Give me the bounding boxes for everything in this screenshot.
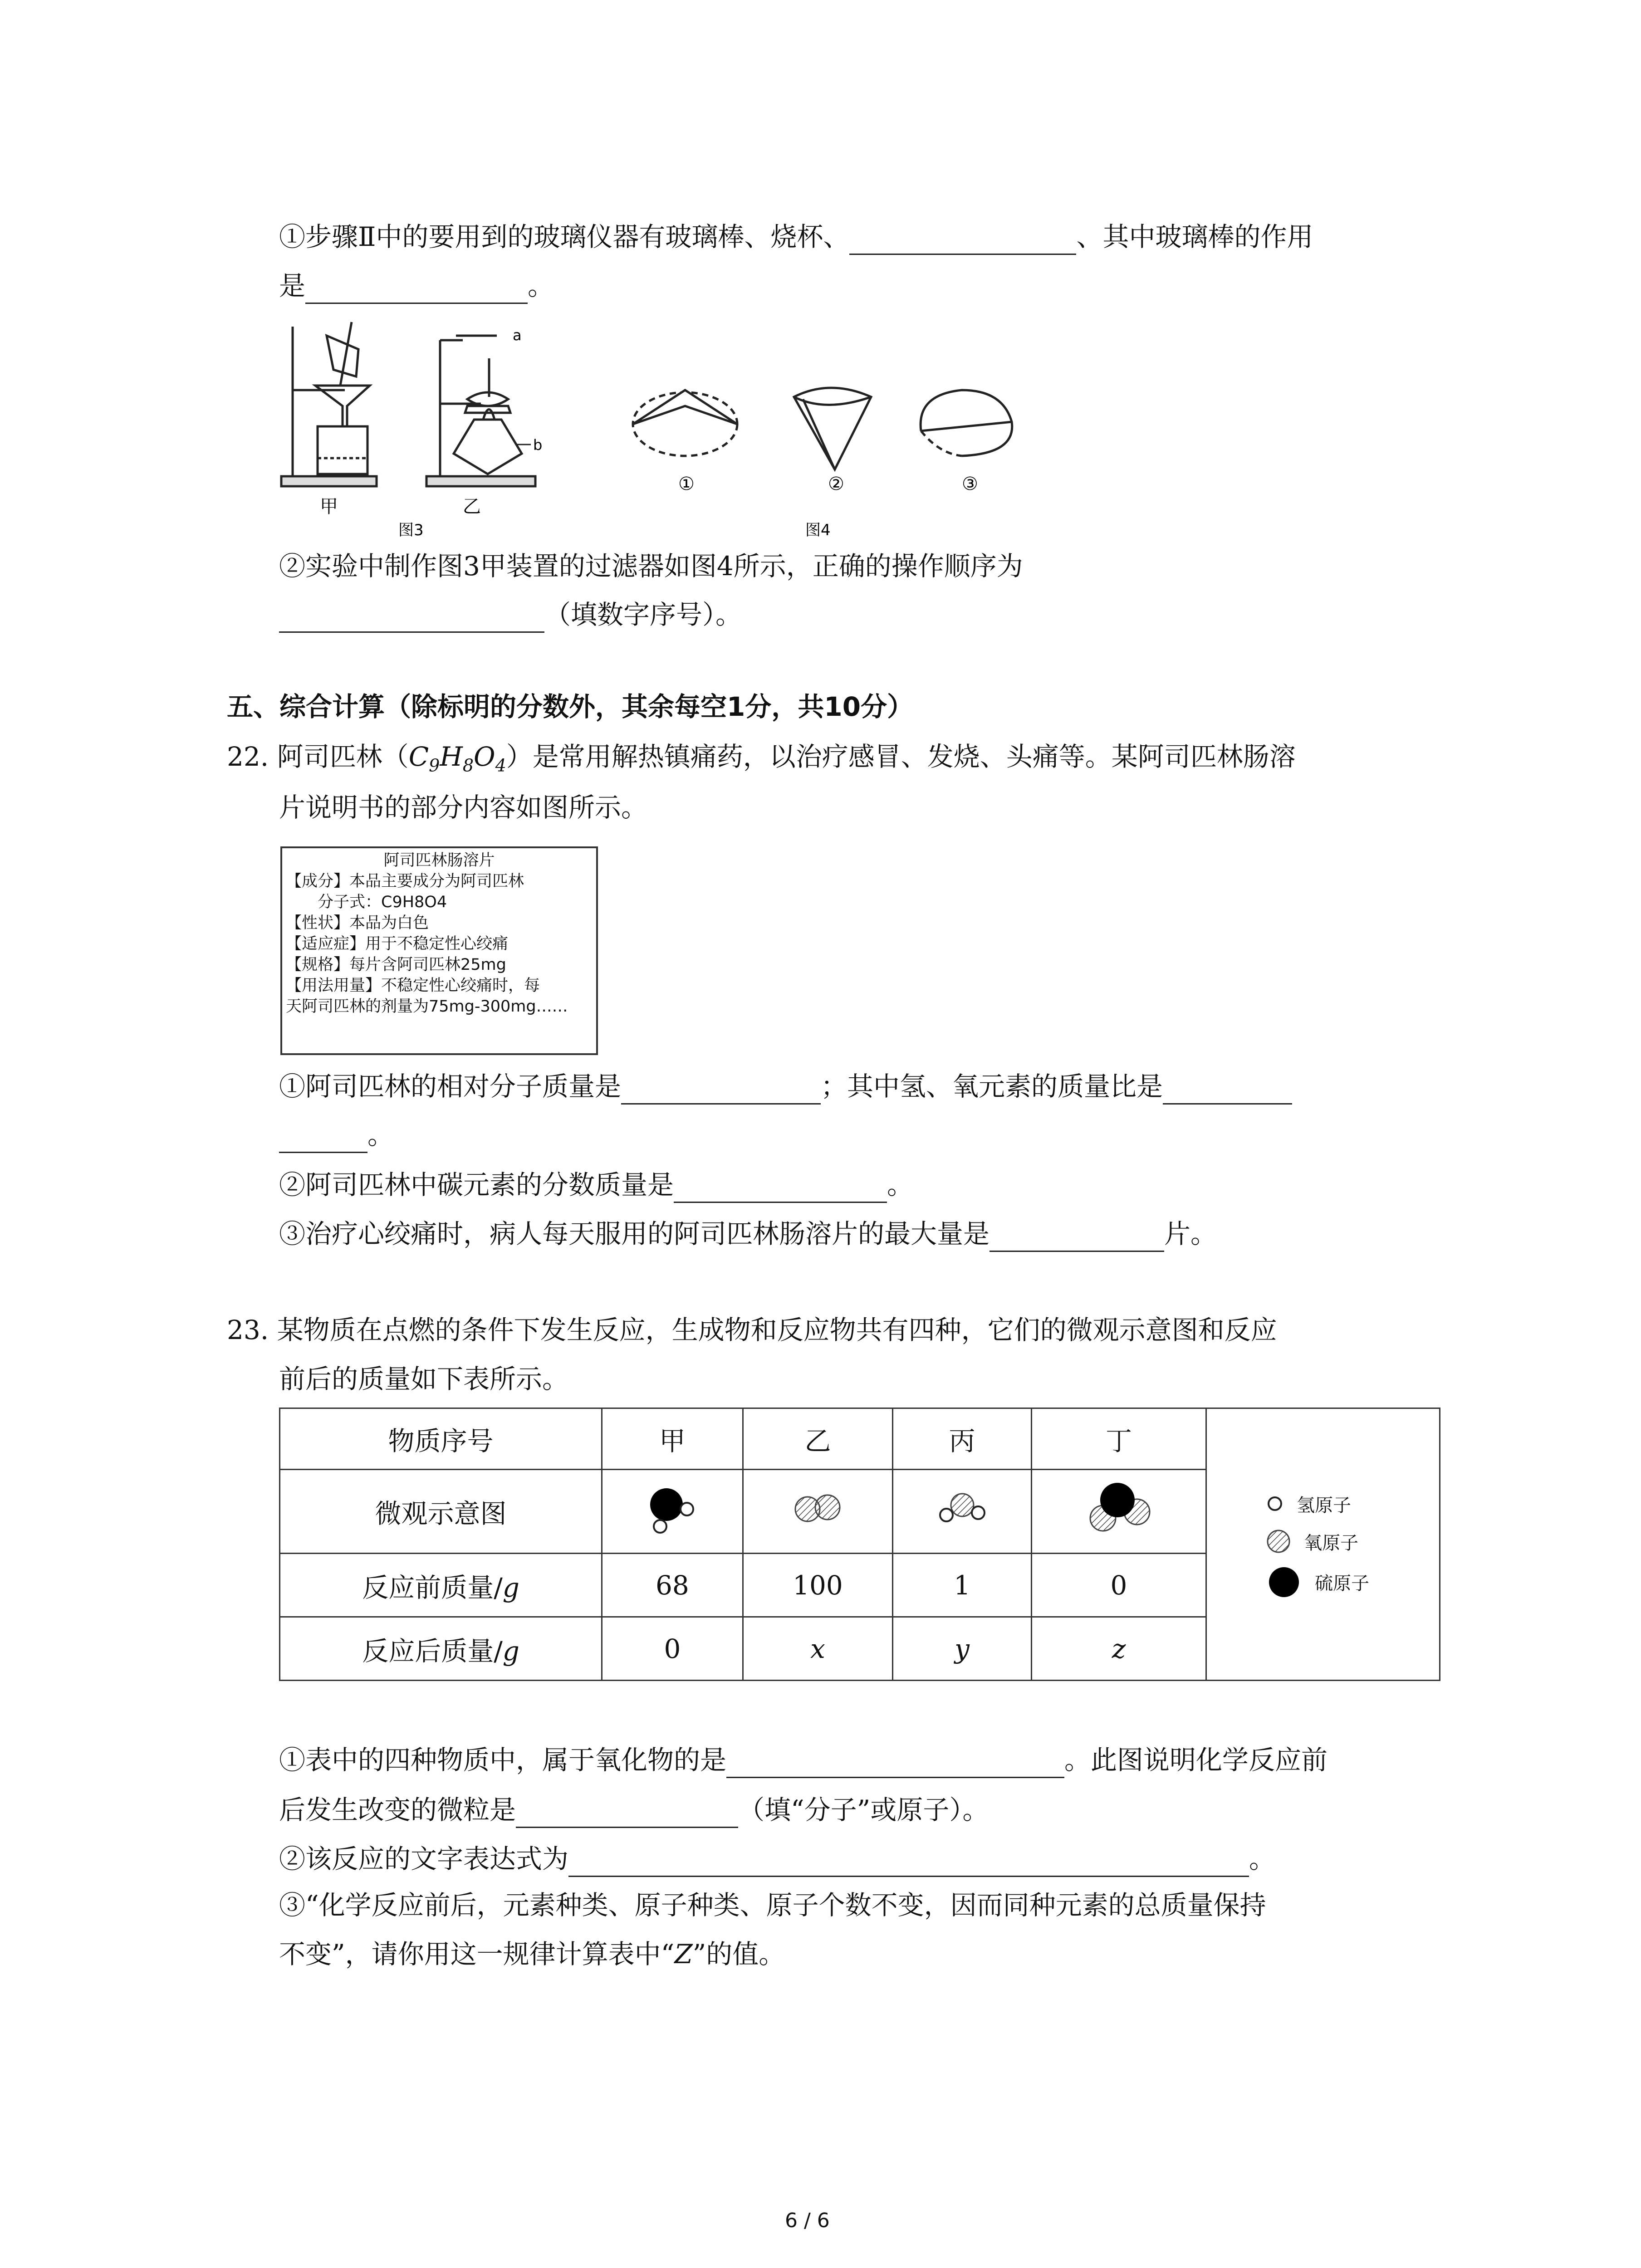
q23-part1-line1: [279, 1742, 1327, 1778]
q23-line1: 23. 某物质在点燃的条件下发生反应，生成物和反应物共有四种，它们的微观示意图和反应: [227, 1315, 1277, 1345]
drug-label-title: 阿司匹林肠溶片: [383, 851, 495, 870]
drug-label-line: 【适应症】用于不稳定性心绞痛: [286, 935, 509, 953]
q21-part1-text-c: 是: [279, 270, 306, 301]
row-header-diagram: 微观示意图: [280, 1470, 602, 1554]
section-heading: 五、综合计算（除标明的分数外，其余每空1分，共10分）: [227, 691, 914, 722]
q22-part3-text: ③治疗心绞痛时，病人每天服用的阿司匹林肠溶片的最大量是: [279, 1218, 990, 1249]
q23-part1-line2: [279, 1792, 989, 1828]
q22-part1-end: 。: [367, 1119, 394, 1150]
folded-filter-paper-1-icon: [633, 390, 737, 456]
drug-label-line: 【性状】本品为白色: [286, 914, 429, 932]
after-ding: z: [1031, 1617, 1206, 1681]
q21-part1-line2: [279, 268, 554, 304]
drug-label-line: 【规格】每片含阿司匹林25mg: [286, 956, 506, 974]
q22-formula: $C_9H_8O_4$: [408, 741, 506, 776]
q23-part2-text: ②该反应的文字表达式为: [279, 1843, 569, 1874]
fig3-caption: 图3: [398, 521, 424, 539]
oxygen-atom-icon: [1266, 1529, 1291, 1554]
q23-part2: [279, 1841, 1275, 1877]
q21-part1-text-a: ①步骤Ⅱ中的要用到的玻璃仪器有玻璃棒、烧杯、: [279, 221, 850, 252]
q23-part3-line1: ③“化学反应前后，元素种类、原子种类、原子个数不变，因而同种元素的总质量保持: [279, 1890, 1266, 1921]
before-jia: 68: [602, 1554, 743, 1617]
answer-blank-molar-mass[interactable]: [621, 1075, 821, 1105]
q23-part1-text-b: 。此图说明化学反应前: [1064, 1745, 1328, 1775]
q22-text-a: 22. 阿司匹林（: [227, 741, 409, 772]
row-header-after: 反应后质量/g: [280, 1617, 602, 1681]
col-header-bing: 丙: [893, 1408, 1032, 1470]
q22-part1-line2: [279, 1117, 394, 1153]
q22-part1-line1: [279, 1068, 1292, 1105]
sulfur-atom-icon: [1266, 1566, 1302, 1598]
drug-label-line: 【成分】本品主要成分为阿司匹林: [286, 872, 524, 890]
q23-part3-text: 不变”，请你用这一规律计算表中“Z”的值。: [279, 1939, 785, 1970]
folded-filter-paper-3-icon: [921, 390, 1012, 456]
legend-hydrogen-label: 氢原子: [1297, 1495, 1352, 1516]
unit-g: g: [502, 1572, 519, 1603]
answer-blank-mass-ratio[interactable]: [1163, 1075, 1292, 1105]
q23-part1-text-d: （填“分子”或原子）。: [738, 1794, 989, 1825]
q23-part3-line2: [279, 1936, 785, 1972]
unit-g: g: [502, 1635, 519, 1667]
fig4-caption: 图4: [805, 521, 831, 539]
q21-part2-line2: [279, 596, 742, 633]
col-header-jia: 甲: [602, 1408, 743, 1470]
q21-part2-line1: ②实验中制作图3甲装置的过滤器如图4所示，正确的操作顺序为: [279, 551, 1023, 582]
q23-part1-text-c: 后发生改变的微粒是: [279, 1794, 516, 1825]
before-yi: 100: [743, 1554, 893, 1617]
answer-blank-oxides[interactable]: [726, 1749, 1064, 1778]
row-header-substance: 物质序号: [280, 1408, 602, 1470]
atom-legend: [1206, 1408, 1440, 1681]
answer-blank-glassware[interactable]: [849, 225, 1076, 255]
col-header-ding: 丁: [1031, 1408, 1206, 1470]
q22-part3-end: 片。: [1164, 1218, 1217, 1249]
q23-part2-end: 。: [1249, 1843, 1276, 1874]
molecule-so2-icon: [1080, 1476, 1157, 1540]
answer-blank-mass-ratio-cont[interactable]: [279, 1124, 367, 1153]
answer-blank-tablets[interactable]: [989, 1222, 1164, 1252]
substance-table: [279, 1408, 1440, 1681]
after-yi: x: [743, 1617, 893, 1681]
fig3-label-jia: 甲: [320, 496, 338, 517]
col-header-yi: 乙: [743, 1408, 893, 1470]
answer-blank-carbon-fraction[interactable]: [674, 1173, 887, 1203]
q21-part1-line1: [279, 219, 1313, 255]
after-jia: 0: [602, 1617, 743, 1681]
legend-oxygen: [1266, 1529, 1439, 1554]
q22-part3: [279, 1216, 1217, 1252]
molecule-h2s-icon: [643, 1481, 702, 1535]
q21-part1-text-d: 。: [528, 270, 554, 301]
drug-label-box: [280, 846, 598, 1055]
fig3-label-b: b: [533, 436, 543, 454]
fig4-label-2: ②: [828, 474, 844, 494]
q22-part2-text: ②阿司匹林中碳元素的分数质量是: [279, 1169, 674, 1200]
answer-blank-rod-function[interactable]: [305, 274, 528, 304]
drug-label-line: 【用法用量】不稳定性心绞痛时，每: [286, 977, 540, 995]
fig4-label-1: ①: [678, 474, 695, 494]
legend-oxygen-label: 氧原子: [1304, 1532, 1359, 1554]
answer-blank-fold-order[interactable]: [279, 603, 544, 633]
molecule-ding-cell: [1031, 1470, 1206, 1554]
answer-blank-changed-particle[interactable]: [516, 1799, 738, 1828]
after-bing: y: [893, 1617, 1032, 1681]
row-header-before-text: 反应前质量/g: [362, 1572, 519, 1603]
figure-3-4: [272, 308, 1053, 544]
filtration-apparatus-icon: [281, 322, 377, 486]
q22-part2-end: 。: [887, 1169, 914, 1200]
fig3-label-yi: 乙: [463, 496, 481, 517]
q22-line2: 片说明书的部分内容如图所示。: [279, 792, 648, 823]
folded-filter-paper-cone-icon: [794, 388, 871, 469]
molecule-o2-icon: [786, 1490, 849, 1526]
molecule-jia-cell: [602, 1470, 743, 1554]
row-header-before: [280, 1554, 602, 1617]
before-bing: 1: [893, 1554, 1032, 1617]
legend-sulfur-label: 硫原子: [1315, 1573, 1370, 1594]
molecule-bing-cell: [893, 1470, 1032, 1554]
before-ding: 0: [1031, 1554, 1206, 1617]
q22-part2: [279, 1167, 913, 1203]
legend-hydrogen: [1266, 1491, 1439, 1517]
q23-part1-text-a: ①表中的四种物质中，属于氧化物的是: [279, 1745, 727, 1775]
answer-blank-word-equation[interactable]: [568, 1848, 1249, 1877]
q21-part2-text: （填数字序号）。: [544, 599, 742, 630]
legend-sulfur: [1266, 1566, 1439, 1598]
q21-part1-text-b: 、其中玻璃棒的作用: [1076, 221, 1313, 252]
q23-line2: 前后的质量如下表所示。: [279, 1364, 569, 1394]
evaporation-apparatus-icon: [426, 336, 535, 486]
q22-line1: [227, 738, 1296, 784]
q22-text-b: ）是常用解热镇痛药，以治疗感冒、发烧、头痛等。某阿司匹林肠溶: [506, 741, 1296, 772]
drug-label-line: 分子式：C9H8O4: [318, 893, 447, 911]
drug-label-line: 天阿司匹林的剂量为75mg-300mg……: [286, 997, 568, 1016]
variable-z: Z: [674, 1939, 693, 1970]
hydrogen-atom-icon: [1266, 1495, 1284, 1513]
q22-part1-text-b: ；其中氢、氧元素的质量比是: [821, 1071, 1163, 1102]
fig3-label-a: a: [513, 327, 522, 344]
molecule-h2o-icon: [933, 1488, 992, 1529]
fig4-label-3: ③: [962, 474, 978, 494]
molecule-yi-cell: [743, 1470, 893, 1554]
q22-part1-text-a: ①阿司匹林的相对分子质量是: [279, 1071, 622, 1102]
page-number: 6 / 6: [785, 2209, 830, 2232]
